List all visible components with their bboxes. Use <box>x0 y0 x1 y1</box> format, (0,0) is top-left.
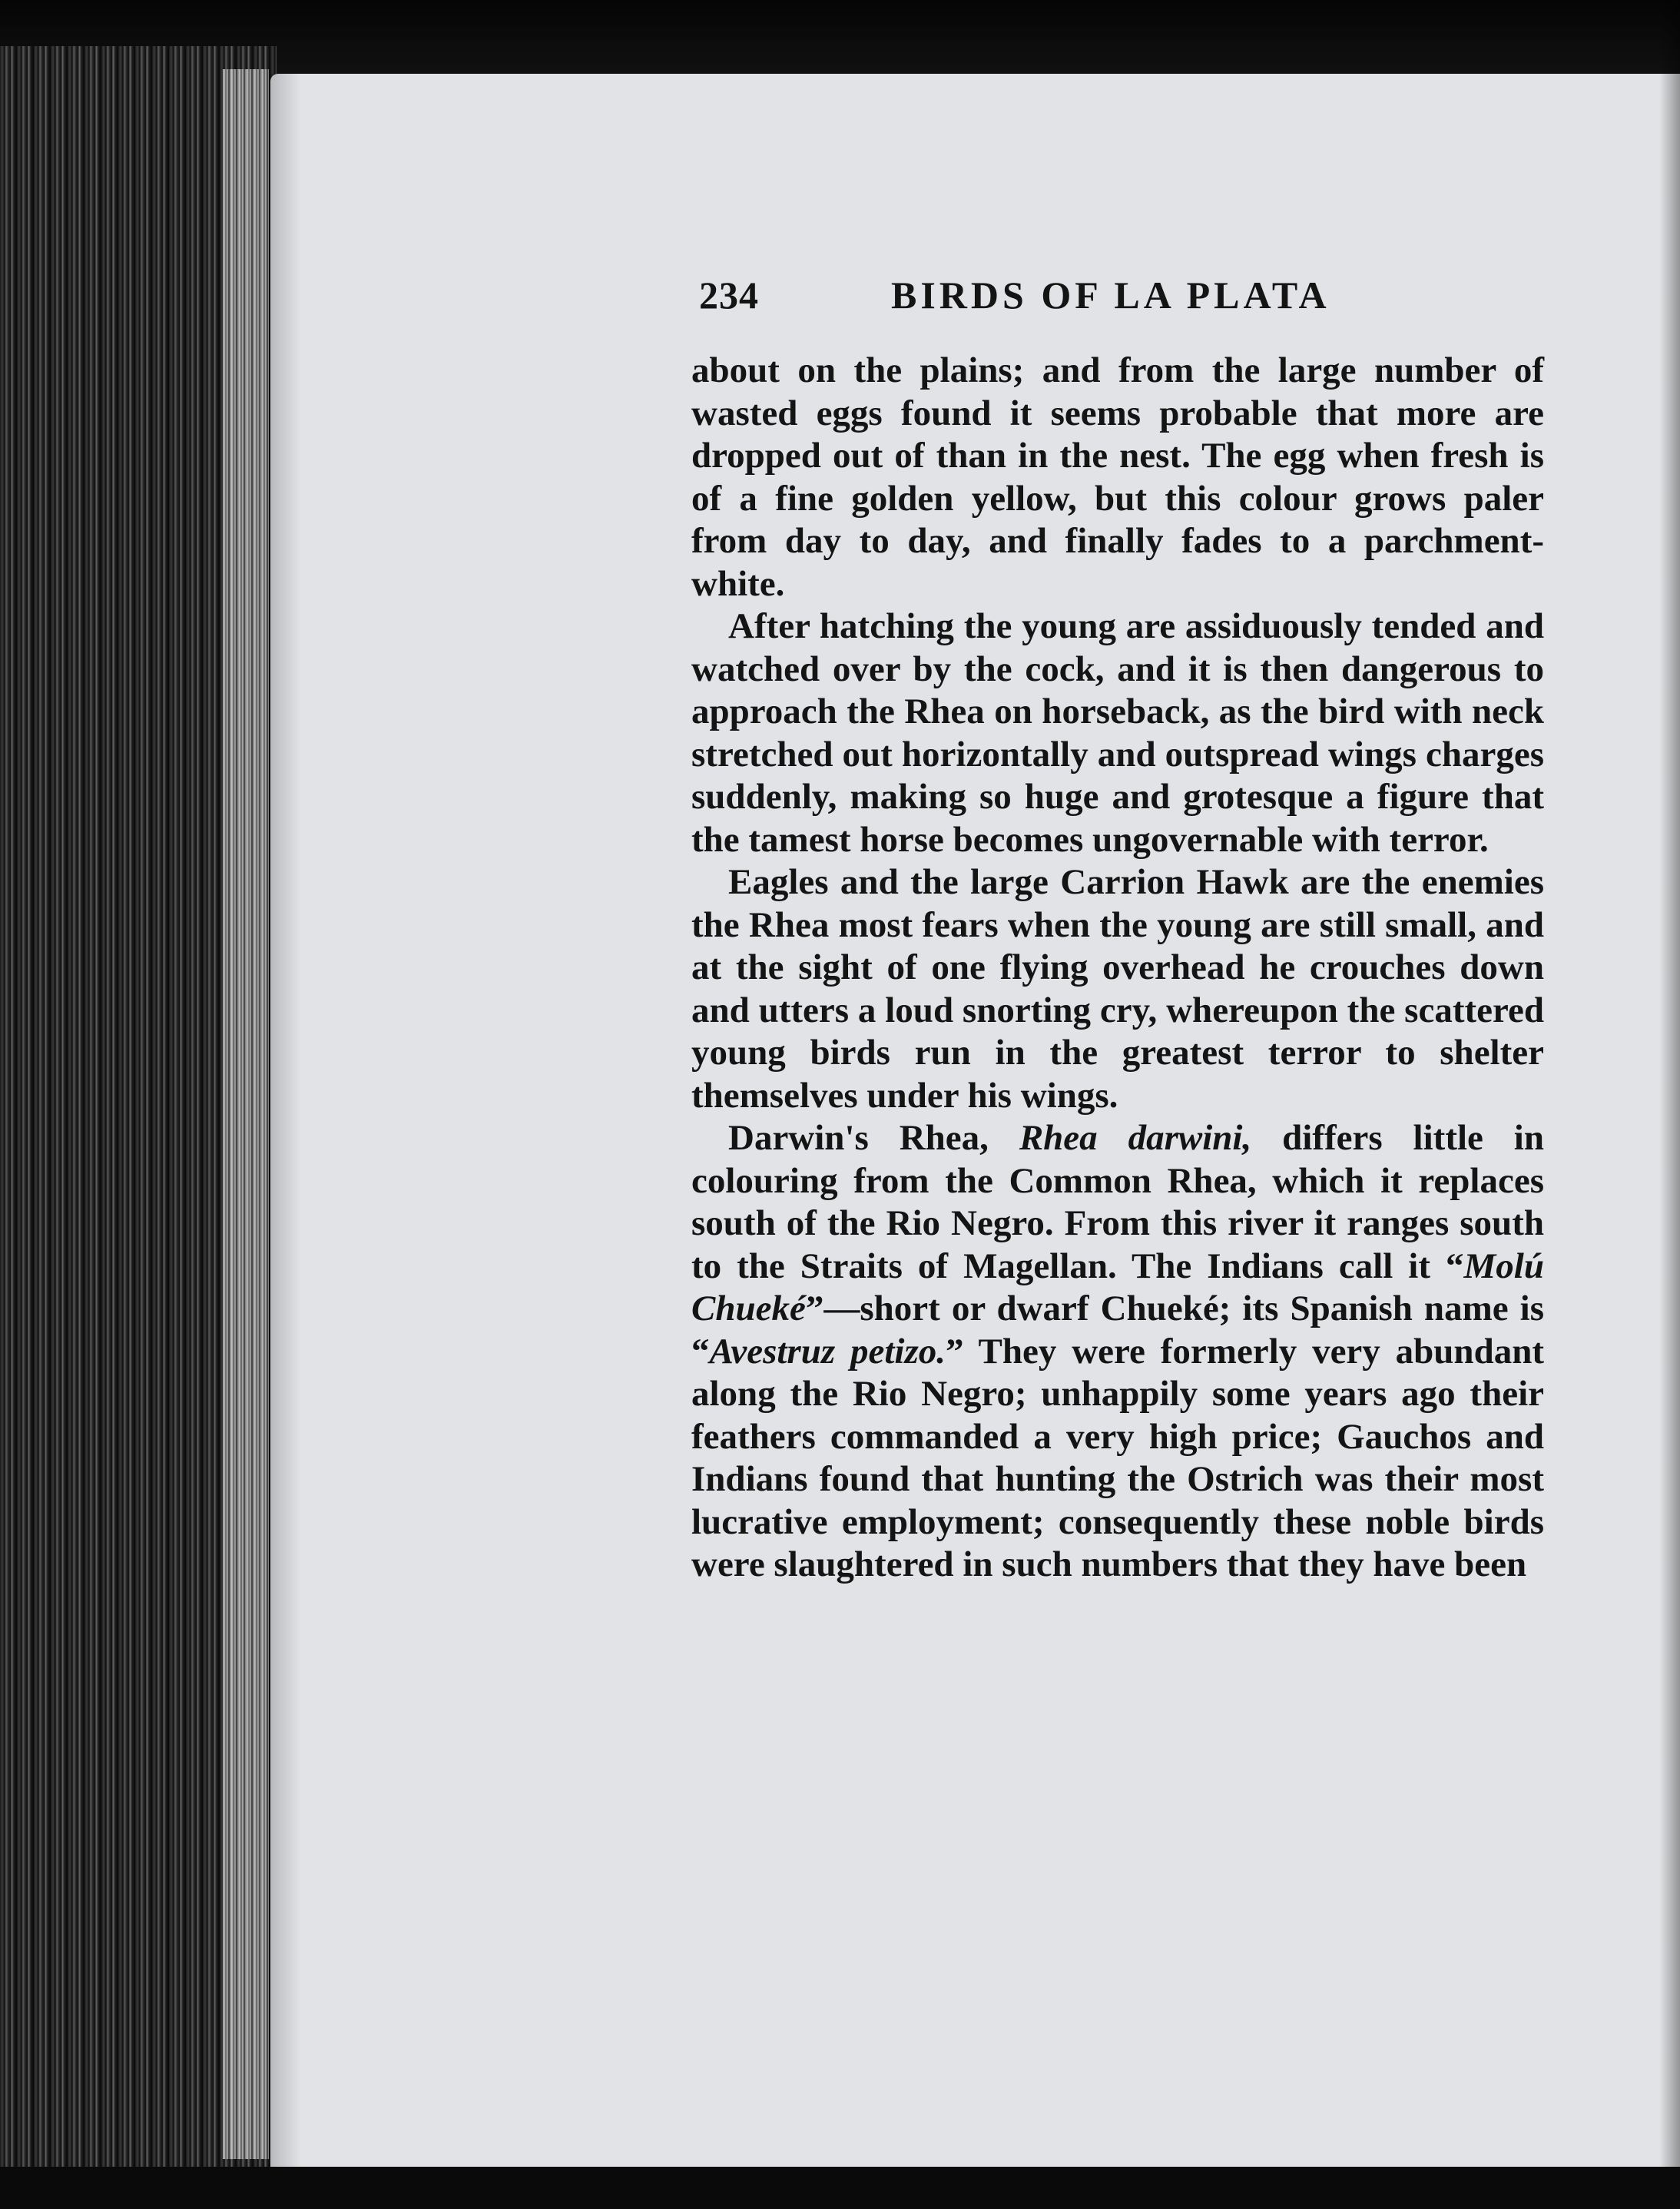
indian-name: Molú Chueké <box>691 1245 1544 1328</box>
page-number: 234 <box>699 274 759 317</box>
text-run: ” They were formerly very abundant along the Rio Negro; unhappily some years ago their feathers commanded a very high price; Gauchos and Indians found that hunting the Ostrich was their most lucrative employment; consequently these noble birds were slaughtered in such numbers that they have been <box>691 1331 1545 1584</box>
paragraph: Eagles and the large Carrion Hawk are the enemies the Rhea most fears when the young are still small, and at the sight of one flying overhead he crouches down and utters a loud snorting cry, whereupon the scattered young birds run in the greatest terror to shelter themselves under his wings. <box>691 862 1544 1116</box>
paragraph: about on the plains; and from the large number of wasted eggs found it seems probable that more are dropped out of than in the nest. The egg when fresh is of a fine golden yellow, but this colour grows paler from day to day, and finally fades to a parchment-white. <box>691 350 1544 604</box>
gutter-shadow <box>270 74 301 2171</box>
text-run: ”—short or dwarf Chueké; its Spanish name is “ <box>691 1289 1544 1372</box>
bottom-shadow <box>0 2167 1680 2209</box>
body-text <box>691 350 1544 1587</box>
text-run: differs little in colouring from the Common Rhea, which it replaces south of the Rio Negro. From this river it ranges south to the Straits of Magellan. The Indians call it “ <box>691 1118 1544 1286</box>
paragraph <box>691 1117 1544 1587</box>
running-title: BIRDS OF LA PLATA <box>891 274 1330 317</box>
paragraph: After hatching the young are assiduously tended and watched over by the cock, and it is then dangerous to approach the Rhea on horseback, as the bird with neck stretched out horizontally and outspread wings charges suddenly, making so huge and grotesque a figure that the tamest horse becomes ungovernable with terror. <box>691 606 1544 860</box>
running-head <box>699 273 1552 327</box>
page-stack-edge <box>223 69 269 2159</box>
right-shadow <box>1659 0 1680 2209</box>
spanish-name: Avestruz petizo. <box>709 1331 946 1372</box>
species-name: Rhea darwini, <box>1019 1118 1252 1158</box>
text-run: Darwin's Rhea, <box>728 1118 1019 1158</box>
